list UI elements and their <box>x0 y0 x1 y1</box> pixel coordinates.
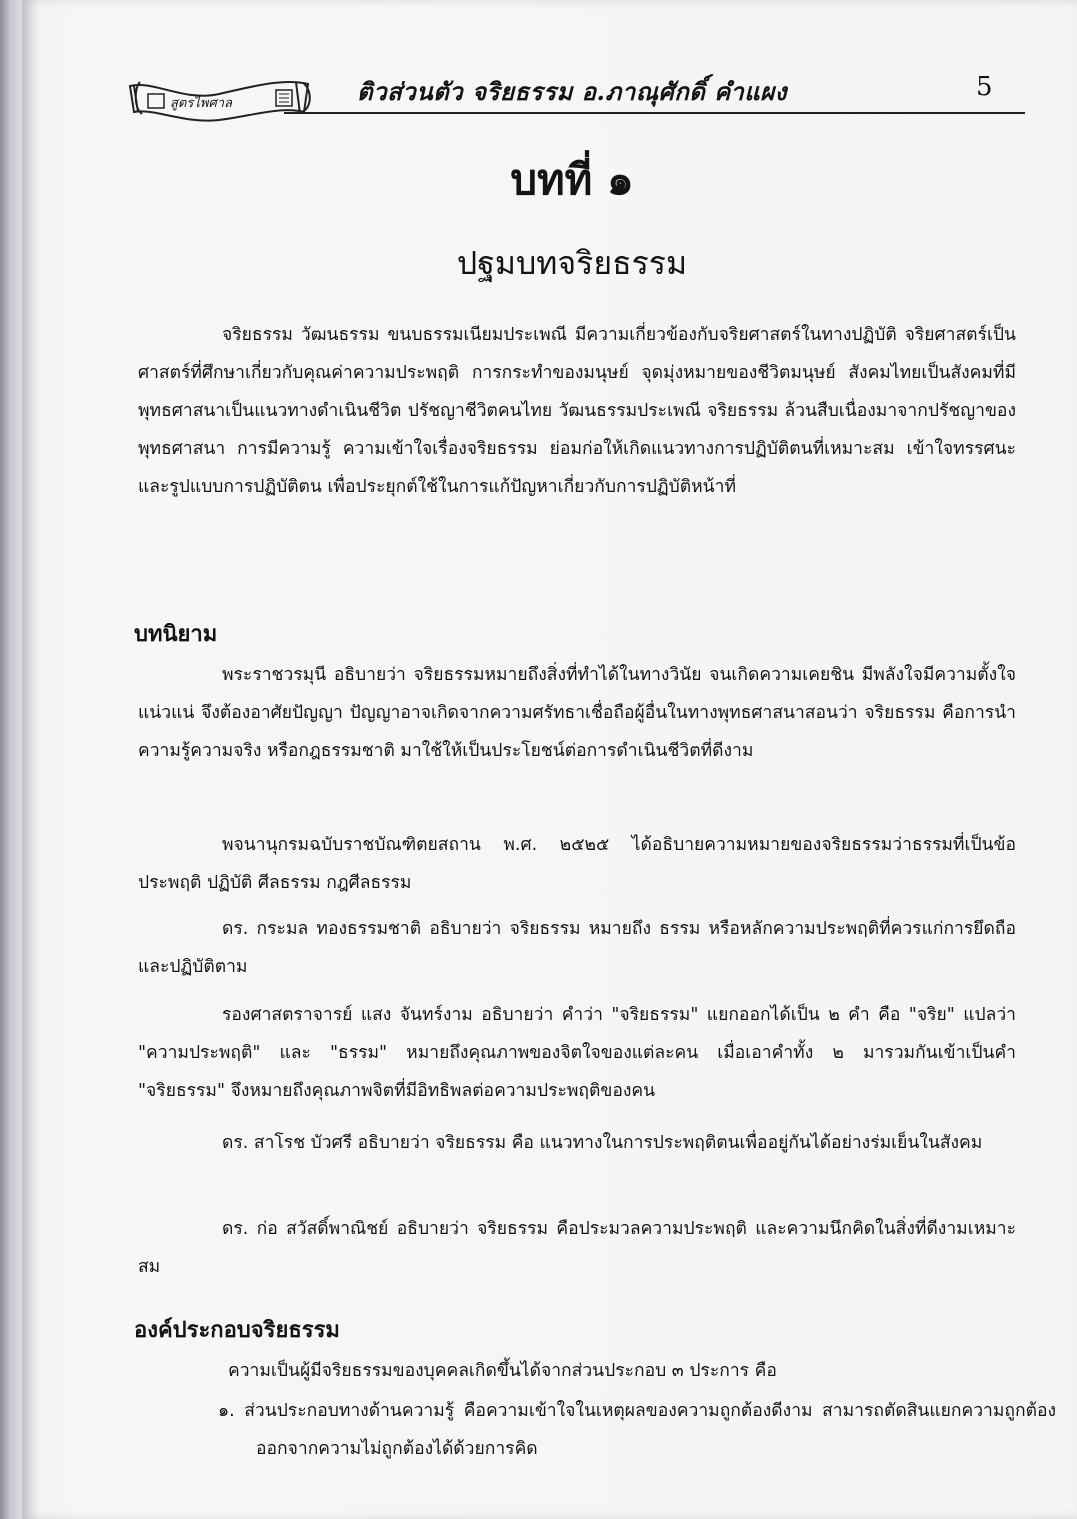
book-page <box>22 0 1077 1519</box>
section-heading-components: องค์ประกอบจริยธรรม <box>134 1318 340 1343</box>
header-rule <box>284 112 1025 114</box>
definition-paragraph: พจนานุกรมฉบับราชบัณฑิตยสถาน พ.ศ. ๒๕๒๕ ได้อธิบายความหมายของจริยธรรมว่าธรรมที่เป็นข้อประพฤติ ปฏิบัติ ศีลธรรม กฎศีลธรรม <box>138 835 1016 893</box>
components-intro: ความเป็นผู้มีจริยธรรมของบุคคลเกิดขึ้นได้จากส่วนประกอบ ๓ ประการ คือ <box>228 1361 777 1381</box>
chapter-title: ปฐมบทจริยธรรม <box>456 244 688 282</box>
list-item: ๑. ส่วนประกอบทางด้านความรู้ คือความเข้าใจในเหตุผลของความถูกต้องดีงาม สามารถตัดสินแยกความถูกต้องออกจากความไม่ถูกต้องได้ด้วยการคิด <box>218 1401 1056 1459</box>
definition-paragraph: ดร. กระมล ทองธรรมชาติ อธิบายว่า จริยธรรม หมายถึง ธรรม หรือหลักความประพฤติที่ควรแก่การยึดถือ และปฏิบัติตาม <box>138 919 1016 977</box>
chapter-number: บทที่ ๑ <box>510 155 634 204</box>
definition-paragraph: รองศาสตราจารย์ แสง จันทร์งาม อธิบายว่า คำว่า "จริยธรรม" แยกออกได้เป็น ๒ คำ คือ "จริย" แปลว่า "ความประพฤติ" และ "ธรรม" หมายถึงคุณภาพของจิตใจของแต่ละคน เมื่อเอาคำทั้ง ๒ มารวมกันเข้าเป็นคำ "จริยธรรม" จึงหมายถึงคุณภาพจิตที่มีอิทธิพลต่อความประพฤติของคน <box>138 1005 1016 1101</box>
section-heading-definitions: บทนิยาม <box>134 622 218 647</box>
intro-paragraph: จริยธรรม วัฒนธรรม ขนบธรรมเนียมประเพณี มีความเกี่ยวข้องกับจริยศาสตร์ในทางปฏิบัติ จริยศาสตร์เป็นศาสตร์ที่ศึกษาเกี่ยวกับคุณค่าความประพฤติ การกระทำของมนุษย์ จุดมุ่งหมายของชีวิตมนุษย์ สังคมไทยเป็นสังคมที่มีพุทธศาสนาเป็นแนวทางดำเนินชีวิต ปรัชญาชีวิตคนไทย วัฒนธรรมประเพณี จริยธรรม ล้วนสืบเนื่องมาจากปรัชญาของพุทธศาสนา การมีความรู้ ความเข้าใจเรื่องจริยธรรม ย่อมก่อให้เกิดแนวทางการปฏิบัติตนที่เหมาะสม เข้าใจทรรศนะและรูปแบบการปฏิบัติตน เพื่อประยุกต์ใช้ในการแก้ปัญหาเกี่ยวกับการปฏิบัติหน้าที่ <box>138 325 1016 497</box>
book-spine-shadow <box>0 0 22 1519</box>
page-number: 5 <box>976 72 993 102</box>
logo-text: สูตรไพศาล <box>170 96 232 111</box>
definition-paragraph: ดร. สาโรช บัวศรี อธิบายว่า จริยธรรม คือ แนวทางในการประพฤติตนเพื่ออยู่กันได้อย่างร่มเย็นในสังคม <box>222 1133 983 1153</box>
header-title: ติวส่วนตัว จริยธรรม อ.ภาณุศักดิ์ คำแผง <box>357 77 787 106</box>
definition-paragraph: พระราชวรมุนี อธิบายว่า จริยธรรมหมายถึงสิ่งที่ทำได้ในทางวินัย จนเกิดความเคยชิน มีพลังใจมีความตั้งใจแน่วแน่ จึงต้องอาศัยปัญญา ปัญญาอาจเกิดจากความศรัทธาเชื่อถือผู้อื่นในทางพุทธศาสนาสอนว่า จริยธรรม คือการนำความรู้ความจริง หรือกฎธรรมชาติ มาใช้ให้เป็นประโยชน์ต่อการดำเนินชีวิตที่ดีงาม <box>138 665 1016 761</box>
running-header <box>22 60 1077 130</box>
definition-paragraph: ดร. ก่อ สวัสดิ์พาณิชย์ อธิบายว่า จริยธรรม คือประมวลความประพฤติ และความนึกคิดในสิ่งที่ดีงามเหมาะสม <box>138 1219 1016 1277</box>
